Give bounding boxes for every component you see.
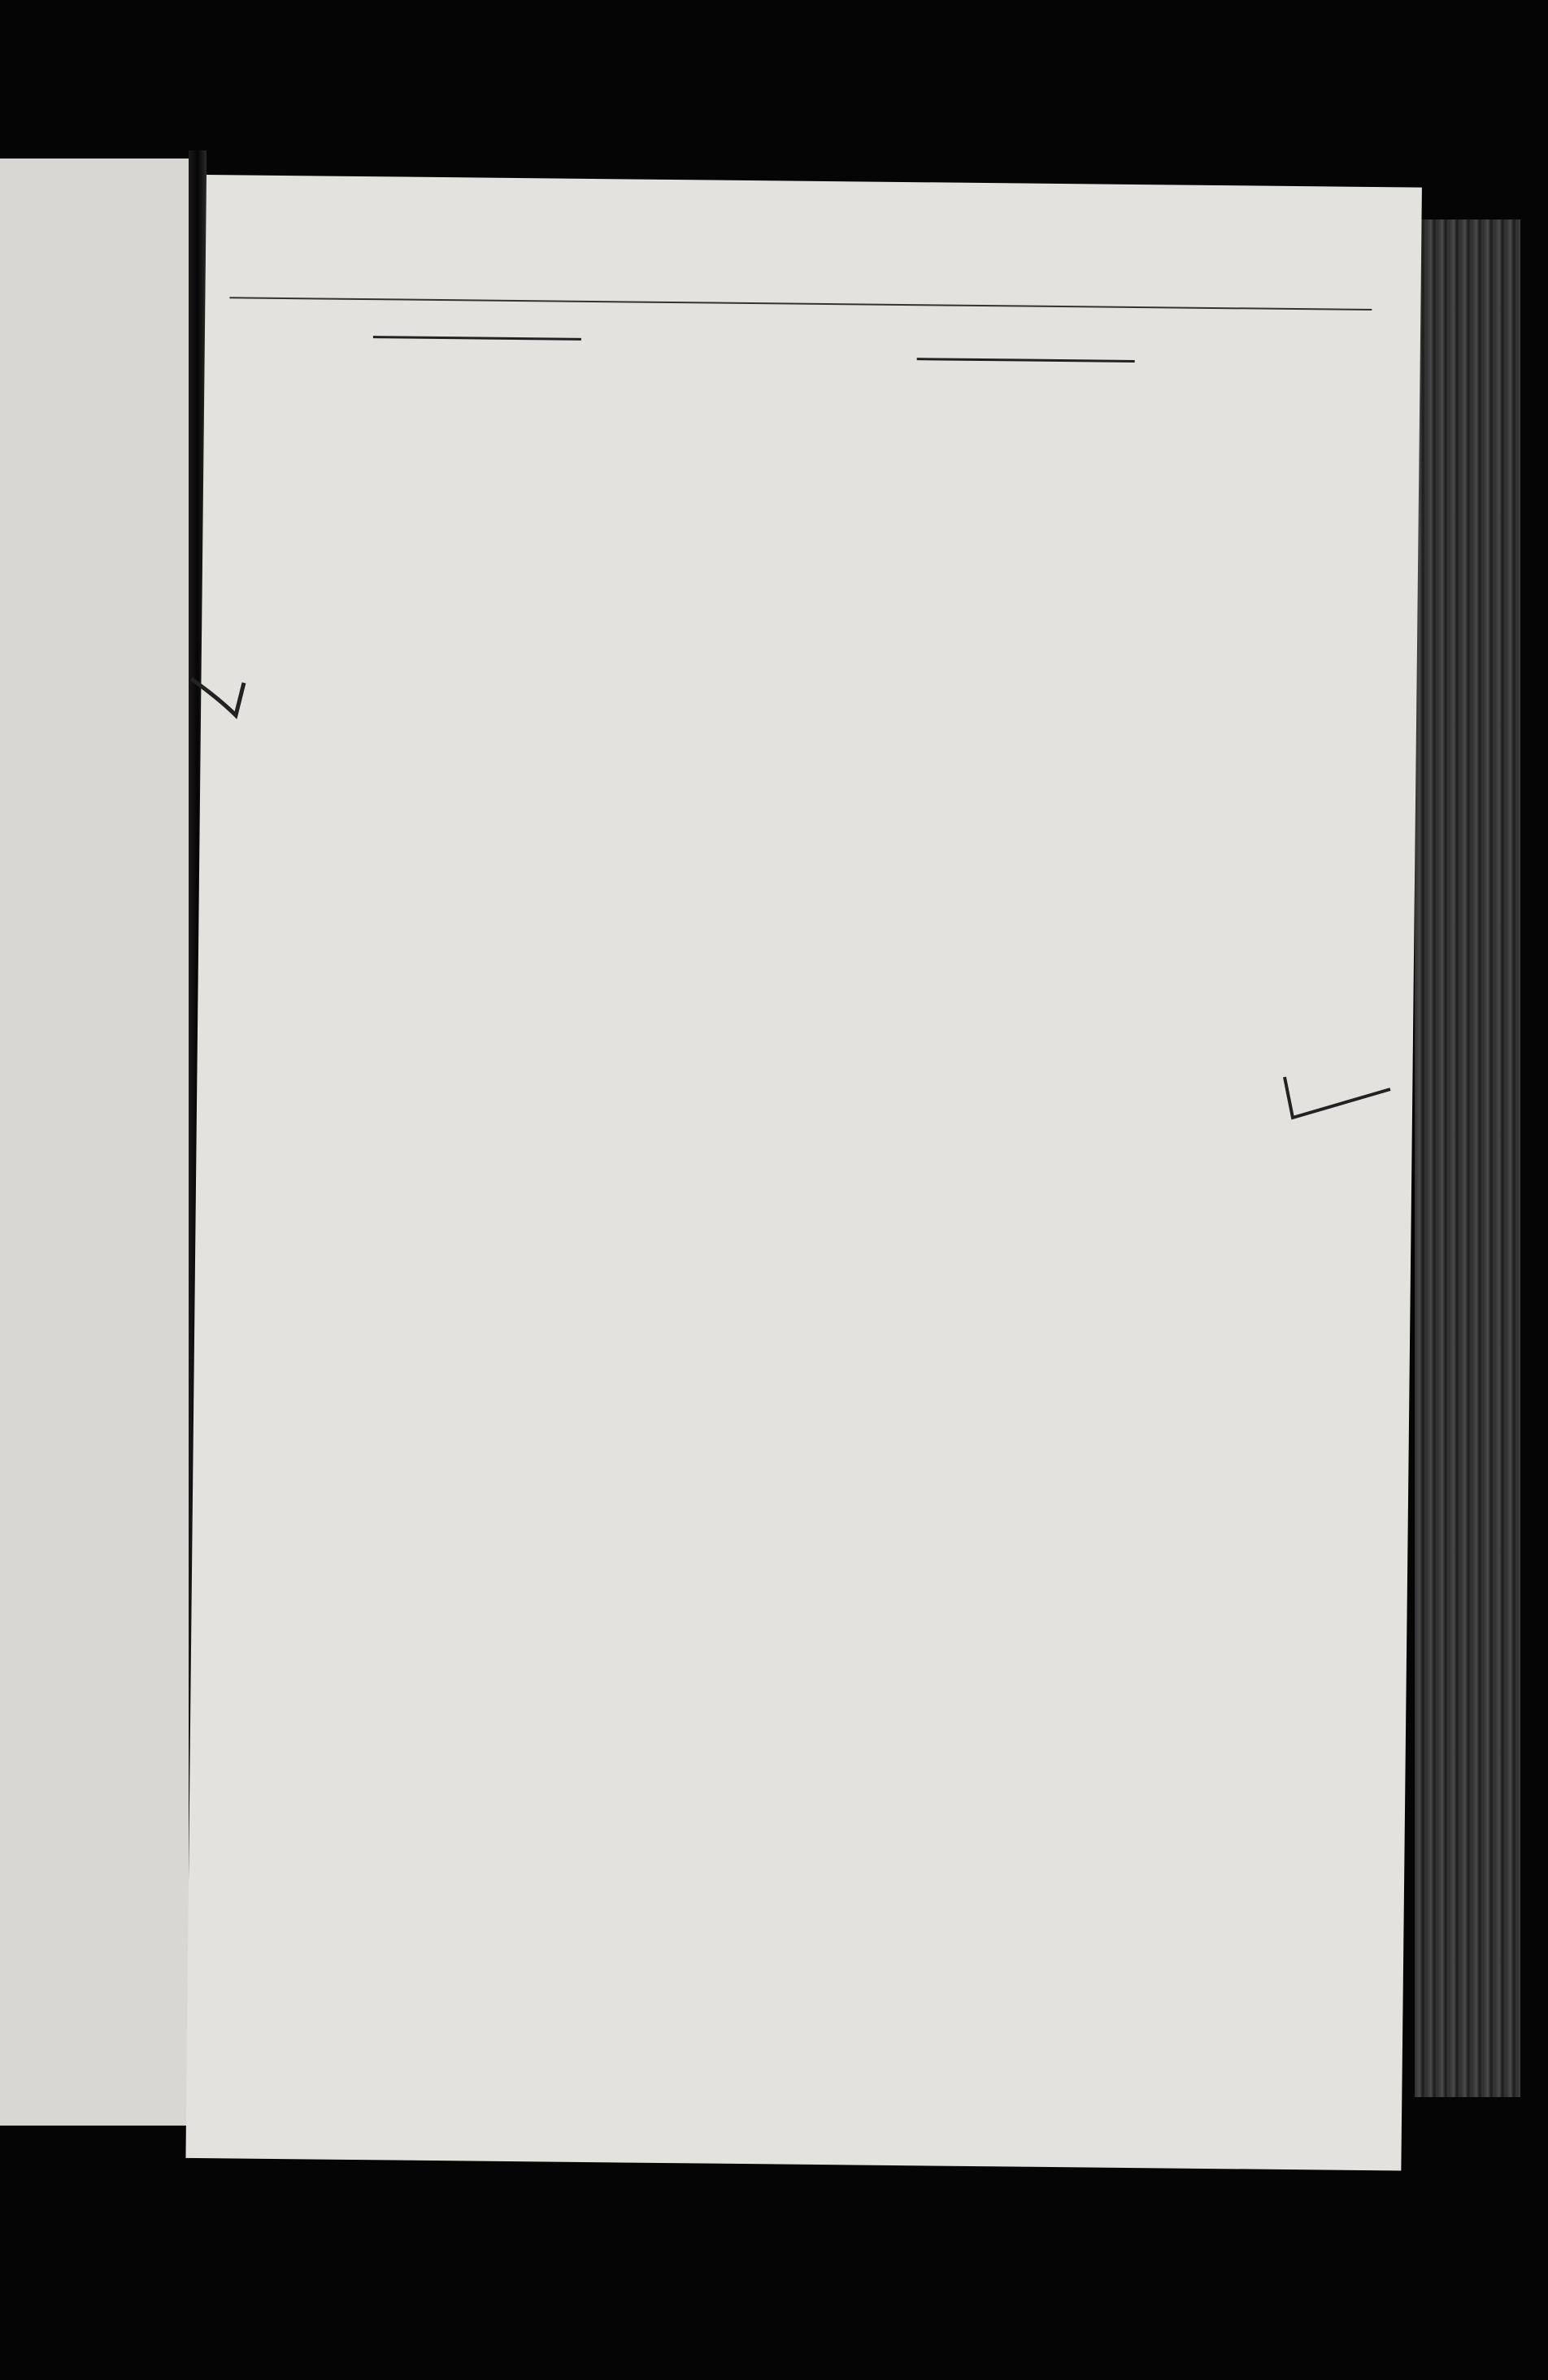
section-heading: [229, 351, 725, 356]
paragraph: [766, 335, 1286, 341]
paragraph: [766, 335, 1286, 341]
running-head: [230, 252, 1372, 297]
previous-page: [0, 159, 189, 2126]
signature: [229, 323, 709, 328]
section-heading: [765, 373, 1285, 379]
paragraph: [229, 353, 725, 358]
right-column: [765, 335, 1285, 380]
signature: [765, 375, 1269, 380]
section-divider: [916, 358, 1135, 363]
section-divider: [373, 336, 581, 341]
left-column: [229, 313, 725, 358]
paragraph: [229, 313, 725, 318]
journal-page: [185, 175, 1421, 2171]
page-edges: [1415, 219, 1520, 2097]
paragraph: [229, 353, 725, 358]
paragraph: [766, 335, 1286, 341]
header-rule: [229, 297, 1372, 311]
paragraph: [765, 375, 1285, 380]
paragraph: [229, 353, 725, 358]
paragraph: [229, 353, 725, 358]
paragraph: [765, 375, 1285, 380]
dateline-place: [765, 375, 1285, 380]
